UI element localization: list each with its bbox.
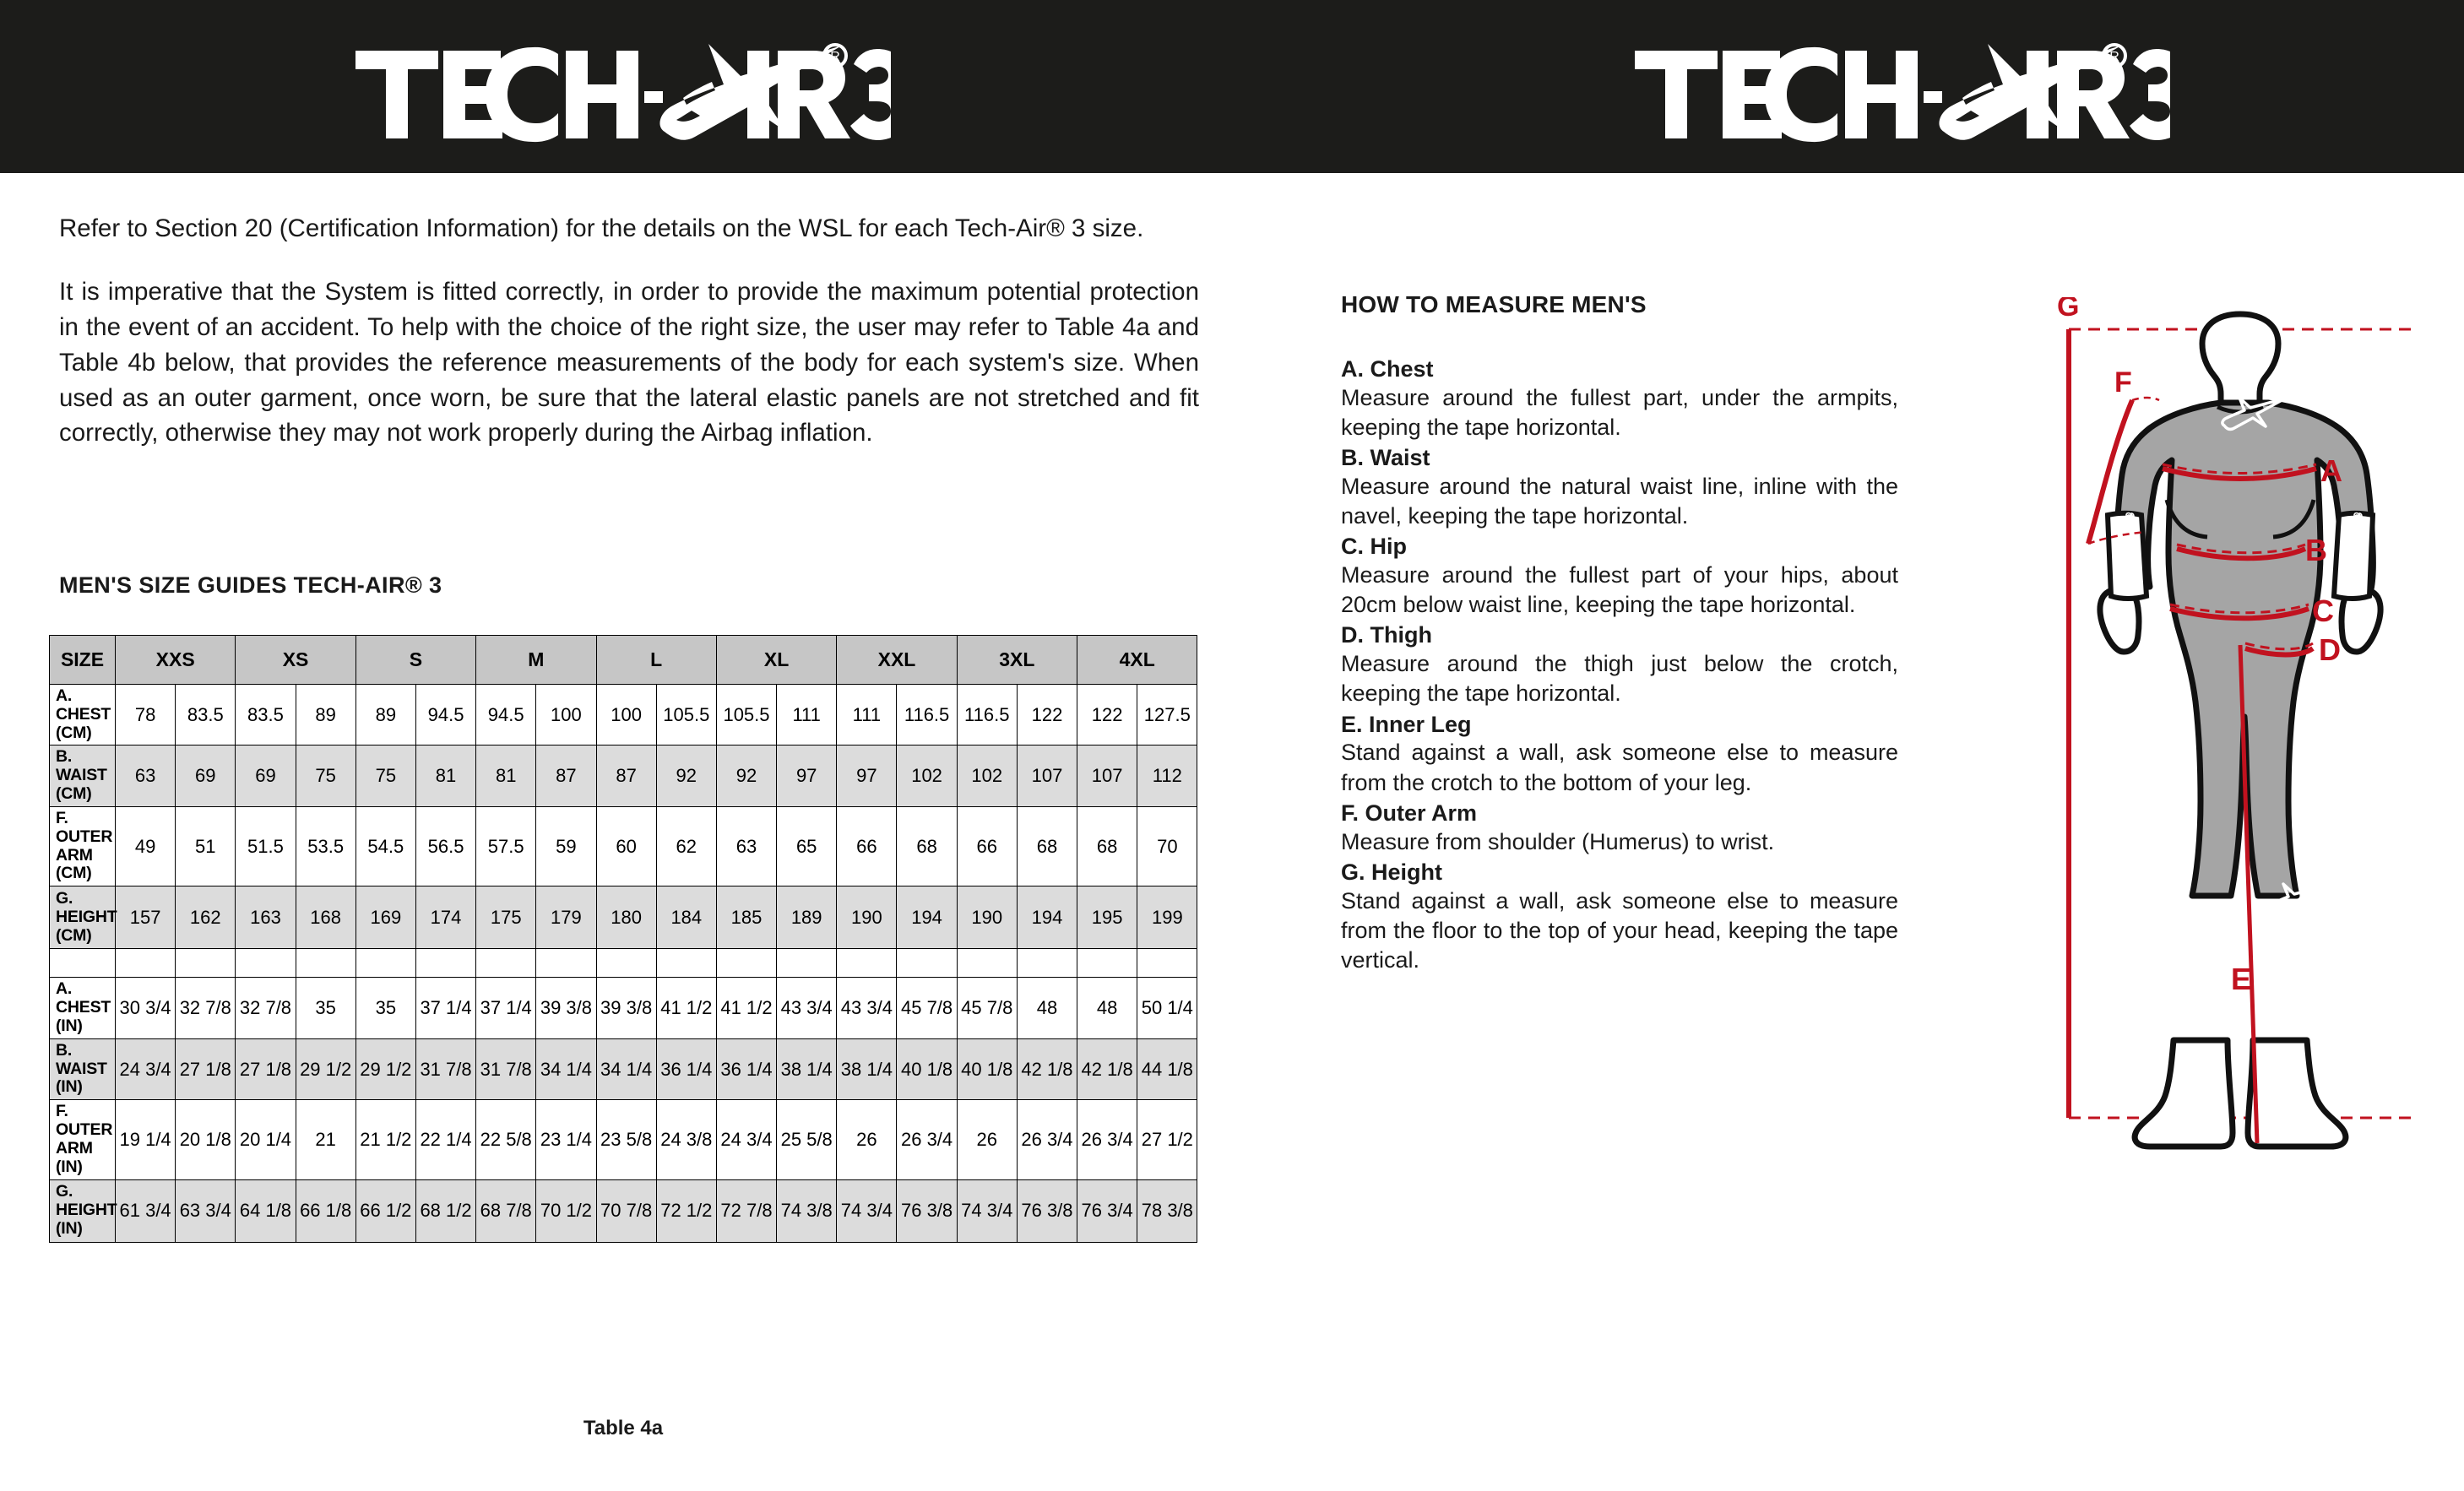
table-cell: 100	[596, 685, 656, 746]
table-cell: 116.5	[897, 685, 957, 746]
table-cell: 40 1/8	[897, 1038, 957, 1099]
table-cell: 43 3/4	[777, 978, 837, 1038]
table-cell: 70 7/8	[596, 1179, 656, 1242]
table-cell	[1077, 949, 1137, 978]
table-cell: 63	[116, 746, 176, 806]
table-cell: 74 3/4	[837, 1179, 897, 1242]
table-cell: 37 1/4	[415, 978, 475, 1038]
table-cell: 180	[596, 886, 656, 949]
table-cell: 70	[1137, 806, 1197, 886]
table-cell: 53.5	[296, 806, 355, 886]
table-cell	[957, 949, 1017, 978]
table-cell: 45 7/8	[957, 978, 1017, 1038]
row-label: F. OUTER ARM (CM)	[50, 806, 116, 886]
table-cell: 66 1/8	[296, 1179, 355, 1242]
table-cell: 21	[296, 1100, 355, 1179]
table-cell: 59	[536, 806, 596, 886]
table-cell: 34 1/4	[596, 1038, 656, 1099]
tech-air-3-logo-left	[350, 32, 891, 144]
table-cell: 68	[1017, 806, 1077, 886]
table-cell: 76 3/4	[1077, 1179, 1137, 1242]
table-cell: 189	[777, 886, 837, 949]
measure-term-f: F. Outer Arm	[1341, 800, 1478, 826]
table-cell: 122	[1077, 685, 1137, 746]
human-body-silhouette	[2100, 314, 2380, 1147]
table-cell: 44 1/8	[1137, 1038, 1197, 1099]
table-row	[50, 806, 1197, 886]
row-label: G. HEIGHT (IN)	[50, 1179, 116, 1242]
table-cell: 68 7/8	[476, 1179, 536, 1242]
table-cell: 105.5	[656, 685, 716, 746]
how-to-measure-title: HOW TO MEASURE MEN'S	[1341, 291, 1647, 317]
table-cell: 51.5	[236, 806, 296, 886]
table-cell: 163	[236, 886, 296, 949]
diagram-label-d: D	[2319, 632, 2341, 667]
body-measurement-diagram	[2050, 297, 2430, 1154]
measure-desc-g: Stand against a wall, ask someone else to measure from the floor to the top of your head, keeping the tape vertical.	[1341, 887, 1898, 973]
intro-paragraph-2: It is imperative that the System is fitted correctly, in order to provide the maximum potential protection in the event of an accident. To help with the choice of the right size, the user may refer to Table 4a and Table 4b below, that provides the reference measurements of the body for each system's size. When used as an outer garment, once worn, be sure that the lateral elastic panels are not stretched and fit correctly, otherwise they may not work properly during the Airbag inflation.	[59, 277, 1199, 447]
table-cell	[476, 949, 536, 978]
row-label	[50, 949, 116, 978]
table-cell: 68 1/2	[415, 1179, 475, 1242]
table-cell	[716, 949, 776, 978]
table-cell: 63	[716, 806, 776, 886]
table-cell: 199	[1137, 886, 1197, 949]
table-cell: 36 1/4	[716, 1038, 776, 1099]
table-caption: Table 4a	[583, 1417, 664, 1439]
size-table-header-3xl: 3XL	[957, 636, 1077, 685]
table-cell: 81	[415, 746, 475, 806]
table-cell	[897, 949, 957, 978]
table-cell: 75	[355, 746, 415, 806]
body-diagram-svg	[2050, 297, 2430, 1154]
table-cell: 72 1/2	[656, 1179, 716, 1242]
table-cell: 26 3/4	[1077, 1100, 1137, 1179]
table-cell: 195	[1077, 886, 1137, 949]
svg-text:R: R	[830, 50, 840, 64]
table-cell: 175	[476, 886, 536, 949]
table-cell: 83.5	[236, 685, 296, 746]
table-cell: 45 7/8	[897, 978, 957, 1038]
table-cell: 37 1/4	[476, 978, 536, 1038]
table-cell	[596, 949, 656, 978]
table-cell	[837, 949, 897, 978]
measure-term-a: A. Chest	[1341, 356, 1434, 382]
table-cell	[176, 949, 236, 978]
table-cell: 23 1/4	[536, 1100, 596, 1179]
table-cell: 26 3/4	[897, 1100, 957, 1179]
table-cell	[355, 949, 415, 978]
size-table-header-xxs: XXS	[116, 636, 236, 685]
header-bar	[0, 0, 2464, 173]
table-cell: 66	[837, 806, 897, 886]
diagram-label-c: C	[2312, 594, 2334, 628]
table-cell: 41 1/2	[716, 978, 776, 1038]
diagram-label-g: G	[2057, 297, 2080, 323]
table-cell: 174	[415, 886, 475, 949]
table-row	[50, 1038, 1197, 1099]
table-cell: 185	[716, 886, 776, 949]
row-label: A. CHEST (IN)	[50, 978, 116, 1038]
table-cell: 68	[897, 806, 957, 886]
size-table-body	[50, 685, 1197, 1243]
measure-desc-f: Measure from shoulder (Humerus) to wrist.	[1341, 828, 1775, 854]
table-cell: 107	[1017, 746, 1077, 806]
table-cell: 70 1/2	[536, 1179, 596, 1242]
table-cell: 38 1/4	[777, 1038, 837, 1099]
table-cell: 83.5	[176, 685, 236, 746]
table-cell: 34 1/4	[536, 1038, 596, 1099]
table-cell: 81	[476, 746, 536, 806]
table-cell: 111	[837, 685, 897, 746]
table-cell: 21 1/2	[355, 1100, 415, 1179]
how-to-measure-block	[1341, 291, 1898, 977]
measure-desc-e: Stand against a wall, ask someone else to measure from the crotch to the bottom of your leg.	[1341, 740, 1898, 795]
table-cell: 75	[296, 746, 355, 806]
diagram-label-f: F	[2114, 366, 2132, 399]
table-cell: 61 3/4	[116, 1179, 176, 1242]
table-cell: 64 1/8	[236, 1179, 296, 1242]
diagram-label-a: A	[2320, 453, 2342, 488]
table-cell: 194	[897, 886, 957, 949]
intro-paragraph-1: Refer to Section 20 (Certification Information) for the details on the WSL for each Tech-Air® 3 size.	[59, 214, 1144, 242]
size-table-header-xs: XS	[236, 636, 355, 685]
table-cell: 29 1/2	[355, 1038, 415, 1099]
table-cell: 27 1/2	[1137, 1100, 1197, 1179]
table-cell	[536, 949, 596, 978]
table-cell: 107	[1077, 746, 1137, 806]
tech-air-3-logo-right	[1630, 32, 2170, 144]
table-cell: 97	[837, 746, 897, 806]
row-label: G. HEIGHT (CM)	[50, 886, 116, 949]
table-cell: 162	[176, 886, 236, 949]
intro-text-block	[59, 211, 1199, 451]
table-cell	[415, 949, 475, 978]
measure-item-list	[1341, 355, 1898, 975]
table-cell: 66	[957, 806, 1017, 886]
table-cell: 57.5	[476, 806, 536, 886]
table-cell: 97	[777, 746, 837, 806]
measure-desc-b: Measure around the natural waist line, inline with the navel, keeping the tape horizontal.	[1341, 474, 1898, 529]
size-table-header-l: L	[596, 636, 716, 685]
table-cell: 89	[296, 685, 355, 746]
table-cell: 190	[957, 886, 1017, 949]
table-row	[50, 685, 1197, 746]
table-cell	[236, 949, 296, 978]
table-cell: 94.5	[415, 685, 475, 746]
size-table-head	[50, 636, 1197, 685]
table-cell: 40 1/8	[957, 1038, 1017, 1099]
size-table-header-xxl: XXL	[837, 636, 957, 685]
table-cell: 49	[116, 806, 176, 886]
table-cell: 74 3/8	[777, 1179, 837, 1242]
table-cell: 22 1/4	[415, 1100, 475, 1179]
measure-desc-d: Measure around the thigh just below the crotch, keeping the tape horizontal.	[1341, 651, 1898, 707]
table-cell: 51	[176, 806, 236, 886]
table-cell: 24 3/8	[656, 1100, 716, 1179]
table-cell: 39 3/8	[536, 978, 596, 1038]
table-cell: 24 3/4	[716, 1100, 776, 1179]
svg-text:R: R	[2109, 50, 2119, 64]
measure-term-g: G. Height	[1341, 859, 1442, 885]
table-cell: 26	[957, 1100, 1017, 1179]
table-cell: 62	[656, 806, 716, 886]
mens-size-table	[49, 635, 1197, 1243]
measure-desc-a: Measure around the fullest part, under the armpits, keeping the tape horizontal.	[1341, 384, 1898, 441]
table-cell: 56.5	[415, 806, 475, 886]
table-cell: 43 3/4	[837, 978, 897, 1038]
table-row	[50, 1179, 1197, 1242]
row-label: A. CHEST (CM)	[50, 685, 116, 746]
size-table-header-size: SIZE	[50, 636, 116, 685]
size-table-header-4xl: 4XL	[1077, 636, 1197, 685]
table-cell: 54.5	[355, 806, 415, 886]
table-cell: 116.5	[957, 685, 1017, 746]
row-label: F. OUTER ARM (IN)	[50, 1100, 116, 1179]
table-cell: 35	[355, 978, 415, 1038]
table-cell: 41 1/2	[656, 978, 716, 1038]
measure-term-c: C. Hip	[1341, 534, 1407, 560]
table-cell: 111	[777, 685, 837, 746]
table-cell: 22 5/8	[476, 1100, 536, 1179]
table-cell: 60	[596, 806, 656, 886]
table-row	[50, 886, 1197, 949]
table-cell: 87	[536, 746, 596, 806]
table-cell: 74 3/4	[957, 1179, 1017, 1242]
table-cell: 122	[1017, 685, 1077, 746]
table-cell	[296, 949, 355, 978]
table-cell: 105.5	[716, 685, 776, 746]
table-cell	[1017, 949, 1077, 978]
measure-term-b: B. Waist	[1341, 445, 1430, 471]
table-cell: 35	[296, 978, 355, 1038]
table-cell: 184	[656, 886, 716, 949]
table-cell: 65	[777, 806, 837, 886]
table-cell: 36 1/4	[656, 1038, 716, 1099]
table-cell: 48	[1017, 978, 1077, 1038]
alpinestars-sleeve-wordmark-right: alpinestars	[2351, 512, 2367, 588]
table-cell: 76 3/8	[1017, 1179, 1077, 1242]
table-cell: 169	[355, 886, 415, 949]
table-cell: 63 3/4	[176, 1179, 236, 1242]
table-cell: 78	[116, 685, 176, 746]
diagram-label-e: E	[2231, 962, 2252, 996]
table-cell: 72 7/8	[716, 1179, 776, 1242]
table-cell: 38 1/4	[837, 1038, 897, 1099]
size-table-header-row	[50, 636, 1197, 685]
size-table-header-xl: XL	[716, 636, 836, 685]
table-cell: 42 1/8	[1077, 1038, 1137, 1099]
table-cell: 31 7/8	[415, 1038, 475, 1099]
table-cell	[116, 949, 176, 978]
table-row	[50, 978, 1197, 1038]
measure-term-d: D. Thigh	[1341, 622, 1432, 648]
table-cell: 92	[656, 746, 716, 806]
table-cell: 100	[536, 685, 596, 746]
table-row	[50, 746, 1197, 806]
table-cell: 87	[596, 746, 656, 806]
table-cell: 127.5	[1137, 685, 1197, 746]
alpinestars-sleeve-wordmark-left: alpinestars	[2123, 512, 2139, 588]
table-cell: 20 1/4	[236, 1100, 296, 1179]
tech-air-3-logo-icon	[1630, 32, 2170, 144]
table-cell: 92	[716, 746, 776, 806]
table-cell: 24 3/4	[116, 1038, 176, 1099]
row-label: B. WAIST (IN)	[50, 1038, 116, 1099]
size-table-header-s: S	[355, 636, 475, 685]
table-cell: 31 7/8	[476, 1038, 536, 1099]
table-cell: 76 3/8	[897, 1179, 957, 1242]
table-cell: 194	[1017, 886, 1077, 949]
table-row	[50, 1100, 1197, 1179]
table-cell: 32 7/8	[236, 978, 296, 1038]
table-cell: 27 1/8	[236, 1038, 296, 1099]
table-cell: 102	[957, 746, 1017, 806]
table-cell: 102	[897, 746, 957, 806]
size-table-header-m: M	[476, 636, 596, 685]
table-cell: 94.5	[476, 685, 536, 746]
tech-air-3-logo-icon	[350, 32, 891, 144]
table-cell: 69	[176, 746, 236, 806]
table-cell: 89	[355, 685, 415, 746]
table-cell: 190	[837, 886, 897, 949]
table-cell: 39 3/8	[596, 978, 656, 1038]
table-cell	[1137, 949, 1197, 978]
table-cell: 19 1/4	[116, 1100, 176, 1179]
table-cell: 27 1/8	[176, 1038, 236, 1099]
table-cell: 42 1/8	[1017, 1038, 1077, 1099]
table-cell: 48	[1077, 978, 1137, 1038]
row-label: B. WAIST (CM)	[50, 746, 116, 806]
table-cell: 112	[1137, 746, 1197, 806]
table-cell: 69	[236, 746, 296, 806]
table-cell: 32 7/8	[176, 978, 236, 1038]
table-cell	[656, 949, 716, 978]
table-cell: 26 3/4	[1017, 1100, 1077, 1179]
table-cell: 68	[1077, 806, 1137, 886]
measure-term-e: E. Inner Leg	[1341, 711, 1472, 737]
table-cell: 30 3/4	[116, 978, 176, 1038]
diagram-label-b: B	[2305, 533, 2327, 567]
table-cell: 20 1/8	[176, 1100, 236, 1179]
table-cell: 157	[116, 886, 176, 949]
table-cell: 29 1/2	[296, 1038, 355, 1099]
table-cell	[777, 949, 837, 978]
table-cell: 168	[296, 886, 355, 949]
table-cell: 78 3/8	[1137, 1179, 1197, 1242]
table-cell: 179	[536, 886, 596, 949]
table-cell: 50 1/4	[1137, 978, 1197, 1038]
section-heading-mens-size-guides: MEN'S SIZE GUIDES TECH-AIR® 3	[59, 572, 442, 598]
table-cell: 26	[837, 1100, 897, 1179]
measure-desc-c: Measure around the fullest part of your hips, about 20cm below waist line, keeping the tape horizontal.	[1341, 562, 1898, 618]
table-row	[50, 949, 1197, 978]
table-cell: 25 5/8	[777, 1100, 837, 1179]
table-cell: 23 5/8	[596, 1100, 656, 1179]
table-cell: 66 1/2	[355, 1179, 415, 1242]
